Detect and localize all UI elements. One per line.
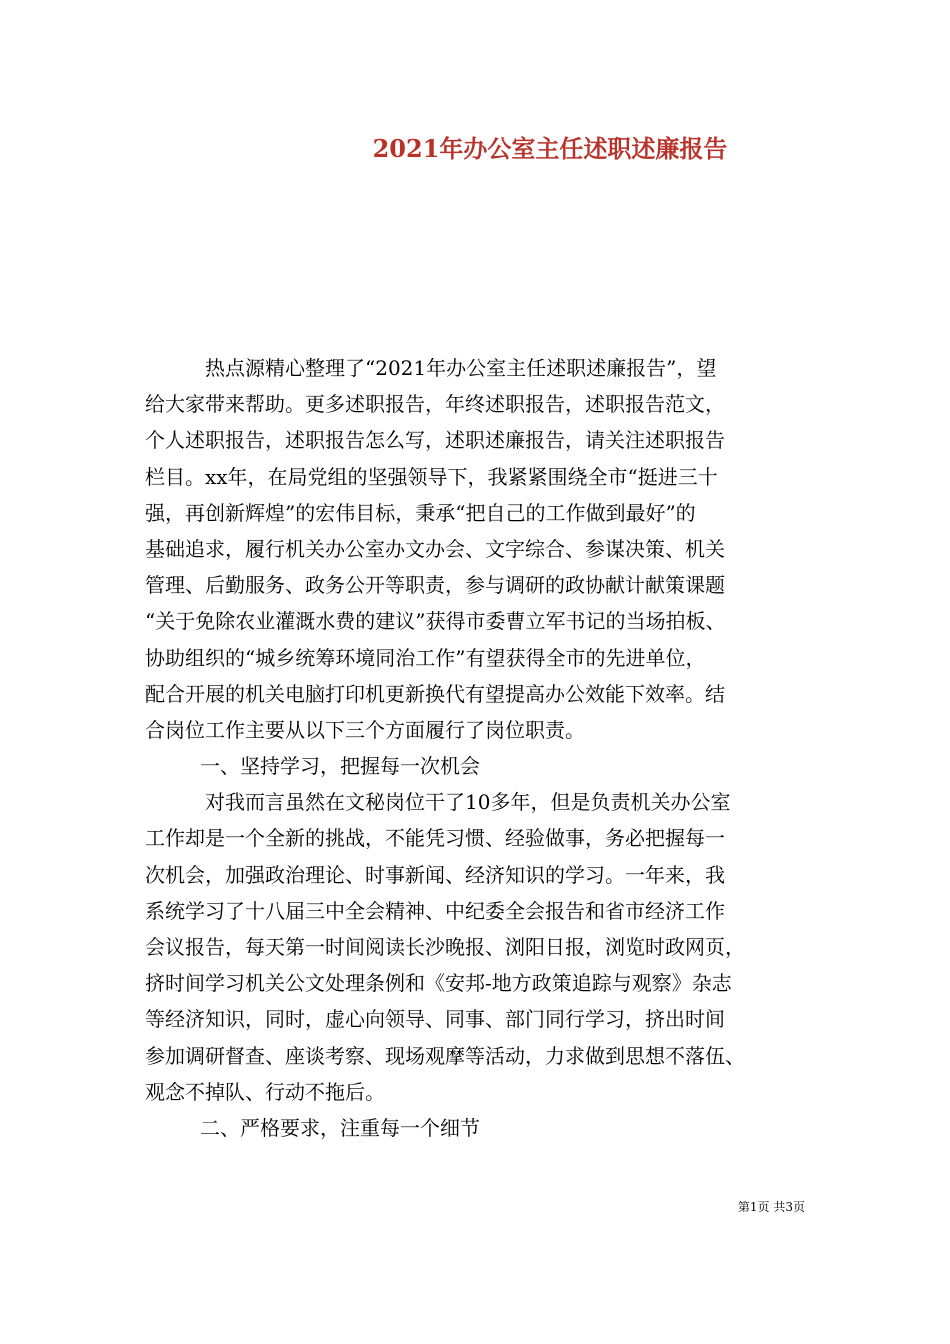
document-body — [145, 350, 805, 1146]
paragraph-line: 配合开展的机关电脑打印机更新换代有望提高办公效能下效率。结 — [145, 681, 725, 706]
paragraph-line: 基础追求，履行机关办公室办文办会、文字综合、参谋决策、机关 — [145, 536, 725, 561]
paragraph-line: 管理、后勤服务、政务公开等职责，参与调研的政协献计献策课题 — [145, 573, 725, 598]
paragraph-line: 协助组织的“城乡统筹环境同治工作”有望获得全市的先进单位， — [145, 645, 706, 670]
paragraph-line: 会议报告，每天第一时间阅读长沙晚报、浏阳日报，浏览时政网页， — [145, 935, 745, 959]
page-number-footer: 第1页 共3页 — [737, 1200, 805, 1214]
paragraph-line: 等经济知识，同时，虚心向领导、同事、部门同行学习，挤出时间 — [145, 1007, 725, 1032]
paragraph-line: 合岗位工作主要从以下三个方面履行了岗位职责。 — [145, 717, 585, 742]
paragraph-line: 挤时间学习机关公文处理条例和《安邦-地方政策追踪与观察》杂志 — [145, 971, 732, 996]
paragraph-line: 给大家带来帮助。更多述职报告，年终述职报告，述职报告范文， — [145, 392, 725, 417]
paragraph-line: 工作却是一个全新的挑战，不能凭习惯、经验做事，务必把握每一 — [145, 826, 725, 851]
document-title: 2021年办公室主任述职述廉报告 — [372, 134, 728, 163]
paragraph-line: 次机会，加强政治理论、时事新闻、经济知识的学习。一年来，我 — [145, 862, 725, 887]
paragraph-line: 参加调研督查、座谈考察、现场观摩等活动，力求做到思想不落伍、 — [145, 1043, 745, 1068]
paragraph-line: 观念不掉队、行动不拖后。 — [145, 1079, 385, 1104]
paragraph-line: “关于免除农业灌溉水费的建议”获得市委曹立军书记的当场拍板、 — [145, 609, 726, 634]
section-heading: 一、坚持学习，把握每一次机会 — [200, 754, 480, 779]
paragraph-line: 对我而言虽然在文秘岗位干了10多年，但是负责机关办公室 — [205, 790, 731, 815]
paragraph-line: 热点源精心整理了“2021年办公室主任述职述廉报告”，望 — [205, 356, 717, 380]
section-heading: 二、严格要求，注重每一个细节 — [200, 1115, 480, 1140]
paragraph-line: 系统学习了十八届三中全会精神、中纪委全会报告和省市经济工作 — [145, 898, 725, 923]
paragraph-line: 强，再创新辉煌”的宏伟目标，秉承“把自己的工作做到最好”的 — [145, 500, 696, 525]
paragraph-line: 栏目。xx年，在局党组的坚强领导下，我紧紧围绕全市“挺进三十 — [145, 464, 718, 489]
paragraph-line: 个人述职报告，述职报告怎么写，述职述廉报告，请关注述职报告 — [145, 428, 725, 453]
